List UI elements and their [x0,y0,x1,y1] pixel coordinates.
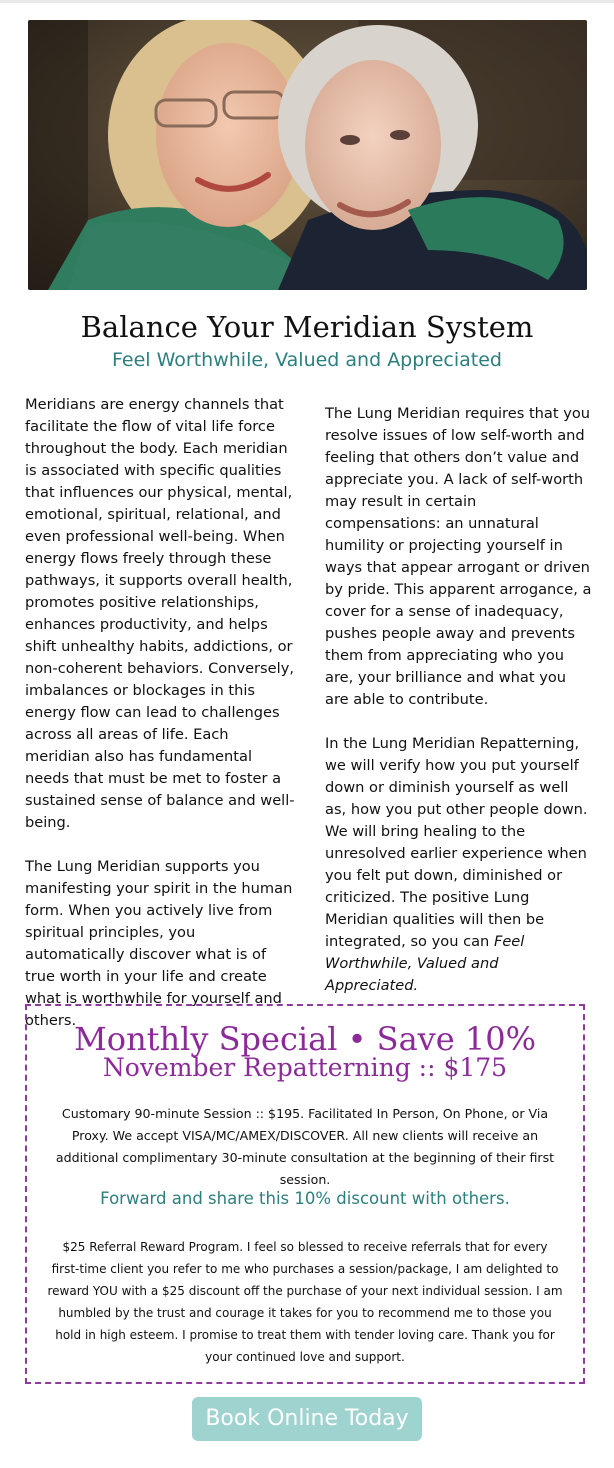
page-subtitle: Feel Worthwhile, Valued and Appreciated [112,349,502,371]
repatterning-text: In the Lung Meridian Repatterning, we will verify how you put yourself down or diminish yourself as well as, how you put other people down. We will bring healing to the unresolved earlier experience when you felt put down, diminished or criticized. The positive Lung Meridian qualities will then be integrated, so you can [325,735,588,950]
left-column [25,394,295,1054]
top-divider [0,0,614,3]
session-info: Customary 90-minute Session :: $195. Facilitated In Person, On Phone, or Via Proxy. We accept VISA/MC/AMEX/DISCOVER. All new clients will receive an additional complimentary 30-minute consultation at the beginning of their first session. [55,1106,555,1187]
repatterning-emphasis: Feel Worthwhile, Valued and Appreciated. [325,933,525,994]
page-title: Balance Your Meridian System [80,310,534,344]
intro-paragraph: Meridians are energy channels that facilitate the flow of vital life force throughout the body. Each meridian is associated with specific qualities that influences our physical, mental, emotional, spiritual, relational, and even professional well-being. When energy flows freely through these pathways, it supports overall health, promotes positive relationships, enhances productivity, and helps shift unhealthy habits, addictions, or non-coherent behaviors. Conversely, imbalances or blockages in this energy flow can lead to challenges across all areas of life. Each meridian also has fundamental needs that must be met to foster a sustained sense of balance and well-being. [25,396,295,831]
referral-program-text: $25 Referral Reward Program. I feel so blessed to receive referrals that for every first-time client you refer to me who purchases a session/package, I am delighted to reward YOU with a $25 discount off the purchase of your next individual session. I am humbled by the trust and courage it takes for you to recommend me to those you hold in high esteem. I promise to treat them with tender loving care. Thank you for your continued love and support. [47,1240,563,1364]
forward-share-text: Forward and share this 10% discount with others. [100,1189,510,1208]
book-online-button[interactable]: Book Online Today [192,1397,422,1441]
repatterning-paragraph [325,733,593,997]
hero-photo-illustration [28,20,587,290]
monthly-special-box [25,1004,585,1384]
right-column [325,403,593,1019]
hero-photo [28,20,587,290]
lung-meridian-paragraph: The Lung Meridian supports you manifesting your spirit in the human form. When you actively live from spiritual principles, you automatically discover what is of true worth in your life and create what is worthwhile for yourself and others. [25,858,293,1029]
special-subtitle: November Repatterning :: $175 [102,1053,508,1082]
special-title: Monthly Special • Save 10% [74,1020,536,1058]
self-worth-paragraph: The Lung Meridian requires that you resolve issues of low self-worth and feeling that others don’t value and appreciate you. A lack of self-worth may result in certain compensations: an unnatural humility or projecting yourself in ways that appear arrogant or driven by pride. This apparent arrogance, a cover for a sense of inadequacy, pushes people away and prevents them from appreciating who you are, your brilliance and what you are able to contribute. [325,405,592,708]
